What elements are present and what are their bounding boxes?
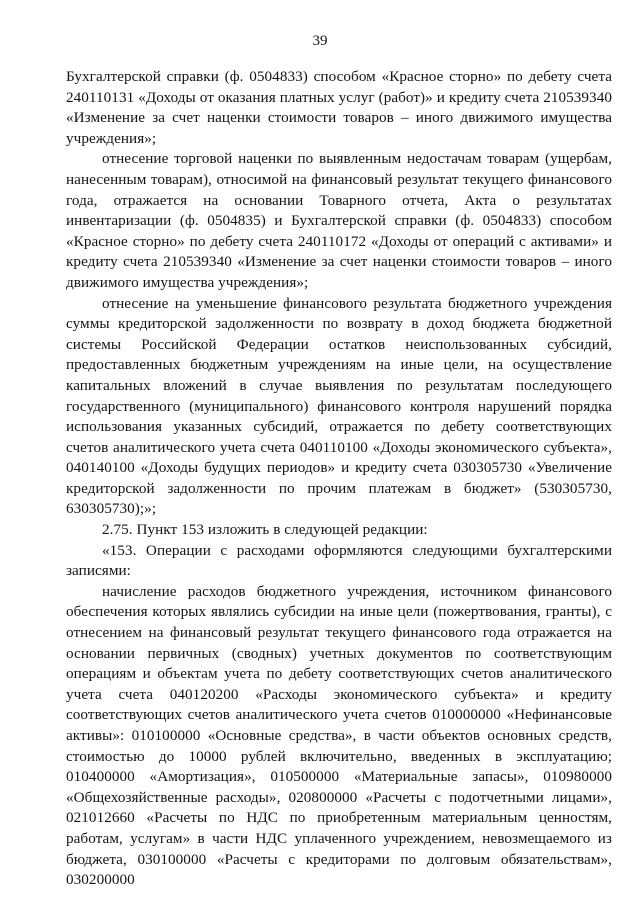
paragraph: начисление расходов бюджетного учреждения, источником финансового обеспечения которых являлись субсидии на иные цели (пожертвования, гранты), с отнесением на финансовый результат текущего финансового года отражается на основании первичных (сводных) учетных документов по соответствующим операциям и объектам учета по дебету соответствующих счетов аналитического учета счета 040120200 «Расходы экономического субъекта» и кредиту соответствующих счетов аналитического учета счетов 010000000 «Нефинансовые активы»: 010100000 «Основные средства», в части объектов основных средств, стоимостью до 10000 рублей включительно, введенных в эксплуатацию; 010400000 «Амортизация», 010500000 «Материальные запасы», 010980000 «Общехозяйственные расходы», 020800000 «Расчеты с подотчетными лицами», 021012660 «Расчеты по НДС по приобретенным материальным ценностям, работам, услугам» в части НДС уплаченного учреждением, невозмещаемого из бюджета, 030100000 «Расчеты с кредиторами по долговым обязательствам», 030200000 (66, 582, 612, 889)
paragraph: Бухгалтерской справки (ф. 0504833) способом «Красное сторно» по дебету счета 240110131 «Доходы от оказания платных услуг (работ)» и кредиту счета 210539340 «Изменение за счет наценки стоимости товаров – иного движимого имущества учреждения»; (66, 68, 612, 147)
page-number: 39 (312, 33, 328, 49)
paragraph: отнесение на уменьшение финансового результата бюджетного учреждения суммы кредиторской задолженности по возврату в доход бюджета бюджетной системы Российской Федерации остатков неиспользованных субсидий, предоставленных бюджетным учреждениям на иные цели, на осуществление капитальных вложений в случае выявления по результатам последующего государственного (муниципального) финансового контроля нарушений порядка использования указанных субсидий, отражается по дебету соответствующих счетов аналитического учета счета 040110100 «Доходы экономического субъекта», 040140100 «Доходы будущих периодов» и кредиту счета 030305730 «Увеличение кредиторской задолженности по прочим платежам в бюджет» (530305730, 630305730);»; (66, 294, 612, 518)
paragraph: «153. Операции с расходами оформляются следующими бухгалтерскими записями: (66, 541, 612, 580)
document-body (66, 67, 612, 891)
paragraph: 2.75. Пункт 153 изложить в следующей редакции: (102, 521, 428, 539)
paragraph: отнесение торговой наценки по выявленным недостачам товарам (ущербам, нанесенным товарам), относимой на финансовый результат текущего финансового года, отражается на основании Товарного отчета, Акта о результатах инвентаризации (ф. 0504835) и Бухгалтерской справки (ф. 0504833) способом «Красное сторно» по дебету счета 240110172 «Доходы от операций с активами» и кредиту счета 210539340 «Изменение за счет наценки стоимости товаров – иного движимого имущества учреждения»; (66, 150, 612, 291)
